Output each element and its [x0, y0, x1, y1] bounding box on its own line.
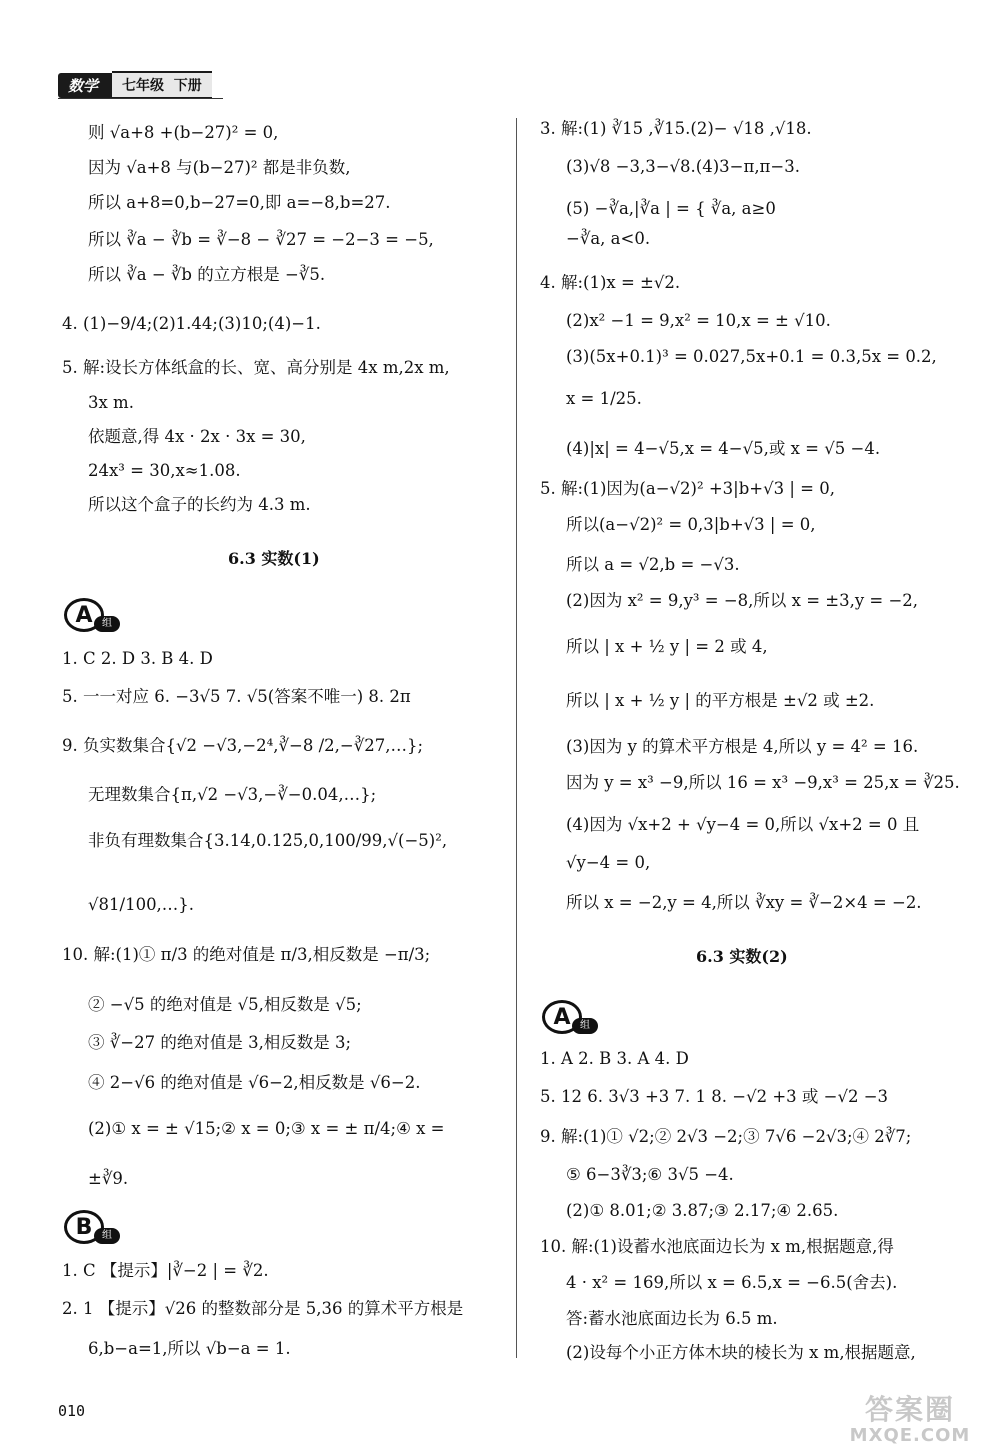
watermark-en: MXQE.COM	[849, 1425, 971, 1446]
grade-text: 七年级	[122, 78, 165, 94]
answer-line: 非负有理数集合{3.14,0.12̇5̇,0,100/99,√(−5)²,	[88, 831, 448, 850]
answer-line: 5. 12 6. 3√3 +3 7. 1 8. −√2 +3 或 −√2 −3	[540, 1087, 889, 1106]
grade-label	[112, 71, 212, 99]
answer-line: 4. 解:(1)x = ±√2.	[540, 273, 681, 292]
page-header	[58, 74, 212, 96]
answer-line: 所以 a = √2,b = −√3.	[566, 555, 740, 574]
answer-line: 9. 解:(1)① √2;② 2√3 −2;③ 7√6 −2√3;④ 2∛7;	[540, 1127, 912, 1146]
answer-line: (3)因为 y 的算术平方根是 4,所以 y = 4² = 16.	[566, 737, 919, 756]
badge-letter: A	[542, 1000, 582, 1034]
answer-line: 所以 a+8=0,b−27=0,即 a=−8,b=27.	[88, 193, 391, 212]
answer-line: ③ ∛−27 的绝对值是 3,相反数是 3;	[88, 1033, 352, 1052]
badge-letter: B	[64, 1210, 104, 1244]
answer-line: 所以这个盒子的长约为 4.3 m.	[88, 495, 311, 514]
answer-line: −∛a, a<0.	[566, 229, 651, 248]
subject-label: 数学	[58, 73, 112, 98]
watermark-cn: 答案圈	[864, 1393, 955, 1426]
badge-tag: 组	[572, 1018, 598, 1034]
watermark-logo	[830, 1395, 990, 1451]
answer-line: (2)因为 x² = 9,y³ = −8,所以 x = ±3,y = −2,	[566, 591, 919, 610]
section-title: 6.3 实数(1)	[228, 549, 320, 568]
column-divider	[516, 118, 517, 1358]
answer-line: 4. (1)−9/4;(2)1.44;(3)10;(4)−1.	[62, 314, 321, 333]
header-rule	[58, 98, 223, 99]
answer-line: ④ 2−√6 的绝对值是 √6−2,相反数是 √6−2.	[88, 1073, 421, 1092]
answer-line: ② −√5 的绝对值是 √5,相反数是 √5;	[88, 995, 362, 1014]
badge-letter: A	[64, 598, 104, 632]
answer-line: 24x³ = 30,x≈1.08.	[88, 461, 241, 480]
answer-line: (4)|x| = 4−√5,x = 4−√5,或 x = √5 −4.	[566, 439, 881, 458]
badge-tag: 组	[94, 1228, 120, 1244]
answer-line: 10. 解:(1)① π/3 的绝对值是 π/3,相反数是 −π/3;	[62, 945, 431, 964]
answer-line: 1. A 2. B 3. A 4. D	[540, 1049, 689, 1068]
answer-line: 所以 | x + ½ y | 的平方根是 ±√2 或 ±2.	[566, 691, 875, 710]
answer-line: 3x m.	[88, 393, 134, 412]
group-a-badge	[542, 1000, 602, 1034]
answer-line: 5. 解:设长方体纸盒的长、宽、高分别是 4x m,2x m,	[62, 358, 450, 377]
badge-tag: 组	[94, 616, 120, 632]
group-a-badge	[64, 598, 124, 632]
answer-line: 所以 | x + ½ y | = 2 或 4,	[566, 637, 768, 656]
answer-line: (2)① x = ± √15;② x = 0;③ x = ± π/4;④ x =	[88, 1119, 445, 1138]
answer-line: ±∛9.	[88, 1169, 129, 1188]
answer-line: (5) −∛a,|∛a | = { ∛a, a≥0	[566, 199, 776, 218]
section-title: 6.3 实数(2)	[696, 947, 788, 966]
answer-line: ⑤ 6−3∛3;⑥ 3√5 −4.	[566, 1165, 734, 1184]
answer-line: 无理数集合{π,√2 −√3,−∛−0.04,…};	[88, 785, 377, 804]
answer-line: 则 √a+8 +(b−27)² = 0,	[88, 123, 279, 142]
answer-line: 4 · x² = 169,所以 x = 6.5,x = −6.5(舍去).	[566, 1273, 898, 1292]
answer-line: 所以 ∛a − ∛b = ∛−8 − ∛27 = −2−3 = −5,	[88, 230, 434, 249]
answer-line: (2)设每个小正方体木块的棱长为 x m,根据题意,	[566, 1343, 916, 1362]
page-number: 010	[58, 1402, 86, 1420]
answer-line: 5. 一一对应 6. −3√5 7. √5(答案不唯一) 8. 2π	[62, 687, 411, 706]
volume-text: 下册	[173, 78, 202, 94]
answer-line: 6,b−a=1,所以 √b−a = 1.	[88, 1339, 291, 1358]
answer-line: √81/100,…}.	[88, 895, 195, 914]
answer-line: 5. 解:(1)因为(a−√2)² +3|b+√3 | = 0,	[540, 479, 835, 498]
answer-line: 1. C 【提示】|∛−2 | = ∛2.	[62, 1261, 269, 1280]
answer-line: 2. 1 【提示】√26 的整数部分是 5,36 的算术平方根是	[62, 1299, 464, 1318]
answer-line: 答:蓄水池底面边长为 6.5 m.	[566, 1309, 778, 1328]
answer-line: 9. 负实数集合{√2 −√3,−2⁴,∛−8 /2,−∛27,…};	[62, 736, 424, 755]
answer-line: 10. 解:(1)设蓄水池底面边长为 x m,根据题意,得	[540, 1237, 894, 1256]
answer-line: (4)因为 √x+2 + √y−4 = 0,所以 √x+2 = 0 且	[566, 815, 920, 834]
answer-line: 所以 x = −2,y = 4,所以 ∛xy = ∛−2×4 = −2.	[566, 893, 922, 912]
answer-line: x = 1/25.	[566, 389, 642, 408]
answer-line: (3)√8 −3,3−√8.(4)3−π,π−3.	[566, 157, 800, 176]
answer-line: 所以 ∛a − ∛b 的立方根是 −∛5.	[88, 265, 326, 284]
answer-line: √y−4 = 0,	[566, 853, 651, 872]
answer-line: (3)(5x+0.1)³ = 0.027,5x+0.1 = 0.3,5x = 0.2,	[566, 347, 937, 366]
answer-line: 1. C 2. D 3. B 4. D	[62, 649, 213, 668]
answer-line: (2)① 8.01;② 3.87;③ 2.17;④ 2.65.	[566, 1201, 839, 1220]
answer-line: 3. 解:(1) ∛15 ,∛15.(2)− √18 ,√18.	[540, 119, 812, 138]
answer-line: 因为 y = x³ −9,所以 16 = x³ −9,x³ = 25,x = ∛25.	[566, 773, 960, 792]
answer-line: 所以(a−√2)² = 0,3|b+√3 | = 0,	[566, 515, 816, 534]
group-b-badge	[64, 1210, 124, 1244]
answer-line: (2)x² −1 = 9,x² = 10,x = ± √10.	[566, 311, 831, 330]
answer-line: 依题意,得 4x · 2x · 3x = 30,	[88, 427, 306, 446]
answer-line: 因为 √a+8 与(b−27)² 都是非负数,	[88, 158, 351, 177]
